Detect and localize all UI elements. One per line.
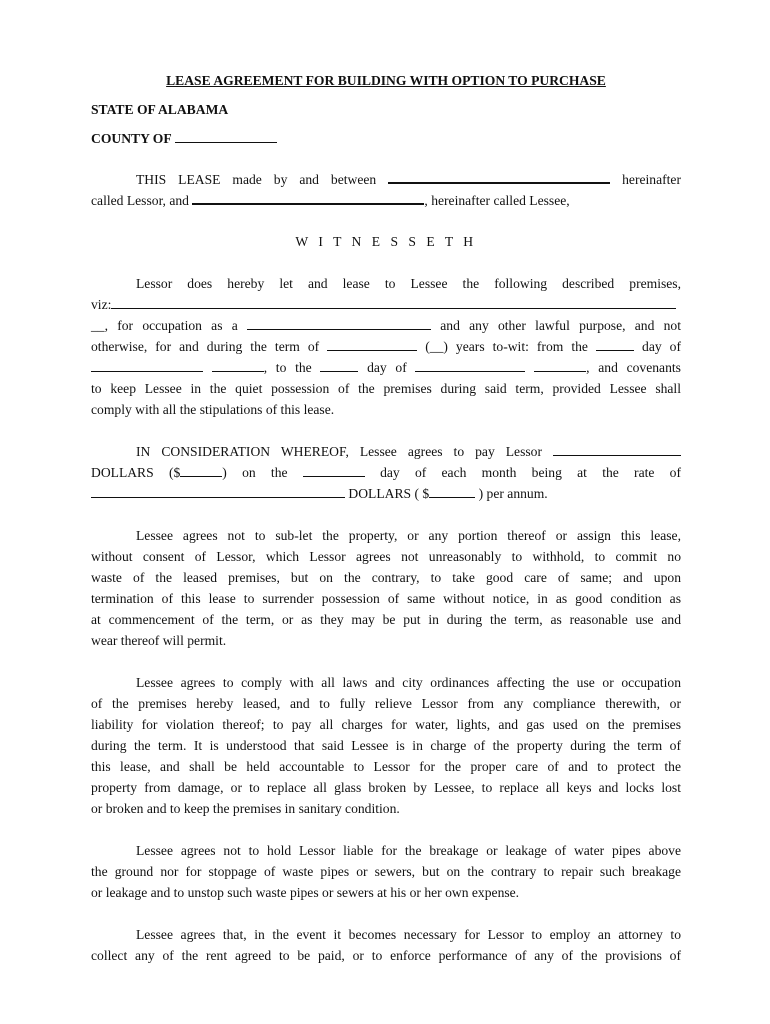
paragraph-line: during the term. It is understood that said Lessee is in charge of the property during the term of — [91, 738, 681, 753]
paragraph-line: termination of this lease to surrender possession of same without notice, in as good condition as — [91, 591, 681, 606]
county-line — [91, 128, 681, 149]
term-blank[interactable] — [327, 336, 417, 351]
state-line: STATE OF ALABAMA — [91, 102, 229, 117]
occupation-blank[interactable] — [247, 315, 431, 330]
county-label: COUNTY OF — [91, 131, 172, 146]
consideration-line-2: DOLLARS ($ ) on the day of each month being at the rate of — [91, 462, 681, 483]
paragraph-line: property from damage, or to replace all glass broken by Lessee, to replace all keys and locks lost — [91, 780, 681, 795]
paragraph-line: wear thereof will permit. — [91, 633, 227, 648]
paragraph-line: without consent of Lessor, which Lessor agrees not unreasonably to withhold, to commit no — [91, 549, 681, 564]
premises-line-7: comply with all the stipulations of this lease. — [91, 402, 335, 417]
rent-day-blank[interactable] — [303, 462, 365, 477]
premises-line-6: to keep Lessee in the quiet possession of the premises during said term, provided Lessee shall — [91, 381, 681, 396]
end-year-blank[interactable] — [534, 357, 586, 372]
end-month-blank[interactable] — [415, 357, 525, 372]
start-day-blank[interactable] — [596, 336, 634, 351]
paragraph-line: Lessee agrees to comply with all laws and city ordinances affecting the use or occupation — [136, 675, 681, 690]
premises-line-5: , to the day of , and covenants — [91, 357, 681, 378]
lessor-name-blank[interactable] — [388, 168, 610, 184]
paragraph-line: waste of the leased premises, but on the contrary, to take good care of same; and upon — [91, 570, 681, 585]
intro-paragraph — [91, 168, 681, 210]
paragraph-line: at commencement of the term, or as they may be put in during the term, as reasonable use and — [91, 612, 681, 627]
rent-amount-blank[interactable] — [180, 462, 222, 477]
paragraph-line: or leakage and to unstop such waste pipes or sewers at his or her own expense. — [91, 885, 520, 900]
pipes-paragraph — [91, 840, 681, 903]
annual-rent-words-blank[interactable] — [91, 483, 345, 498]
rent-amount-words-blank[interactable] — [553, 441, 681, 456]
intro-line-2: called Lessor, and , hereinafter called Lessee, — [91, 189, 681, 210]
start-year-blank[interactable] — [212, 357, 264, 372]
paragraph-line: or broken and to keep the premises in sanitary condition. — [91, 801, 400, 816]
premises-line-2: viz: — [91, 294, 681, 315]
laws-paragraph — [91, 672, 681, 819]
premises-line-4: otherwise, for and during the term of (__) years to-wit: from the day of — [91, 336, 681, 357]
lease-document — [91, 70, 681, 966]
document-title: LEASE AGREEMENT FOR BUILDING WITH OPTION TO PURCHASE — [166, 73, 606, 88]
witnesseth-heading: W I T N E S S E T H — [295, 234, 477, 249]
consideration-line-3: DOLLARS ( $ ) per annum. — [91, 483, 681, 504]
county-blank[interactable] — [175, 128, 277, 143]
end-day-blank[interactable] — [320, 357, 358, 372]
paragraph-line: Lessee agrees not to sub-let the property, or any portion thereof or assign this lease, — [136, 528, 681, 543]
paragraph-line: collect any of the rent agreed to be paid, or to enforce performance of any of the provisions of — [91, 948, 681, 963]
consideration-paragraph — [91, 441, 681, 504]
lessee-name-blank[interactable] — [192, 189, 424, 205]
premises-line-3: __, for occupation as a and any other lawful purpose, and not — [91, 315, 681, 336]
premises-description-blank[interactable] — [111, 294, 676, 309]
premises-line-1: Lessor does hereby let and lease to Lessee the following described premises, — [136, 276, 681, 291]
paragraph-line: Lessee agrees not to hold Lessor liable for the breakage or leakage of water pipes above — [136, 843, 681, 858]
annual-rent-blank[interactable] — [429, 483, 475, 498]
consideration-line-1: IN CONSIDERATION WHEREOF, Lessee agrees to pay Lessor — [91, 441, 681, 462]
attorney-paragraph — [91, 924, 681, 966]
intro-line-1: THIS LEASE made by and between hereinafter — [91, 168, 681, 189]
paragraph-line: liability for violation thereof; to pay all charges for water, lights, and gas used on the premises — [91, 717, 681, 732]
premises-paragraph — [91, 273, 681, 420]
start-month-blank[interactable] — [91, 357, 203, 372]
paragraph-line: this lease, and shall be held accountable to Lessor for the proper care of and to protect the — [91, 759, 681, 774]
paragraph-line: of the premises hereby leased, and to fully relieve Lessor from any compliance therewith, or — [91, 696, 681, 711]
sublet-paragraph — [91, 525, 681, 651]
paragraph-line: Lessee agrees that, in the event it becomes necessary for Lessor to employ an attorney to — [136, 927, 681, 942]
paragraph-line: the ground nor for stoppage of waste pipes or sewers, but on the contrary to repair such breakage — [91, 864, 681, 879]
